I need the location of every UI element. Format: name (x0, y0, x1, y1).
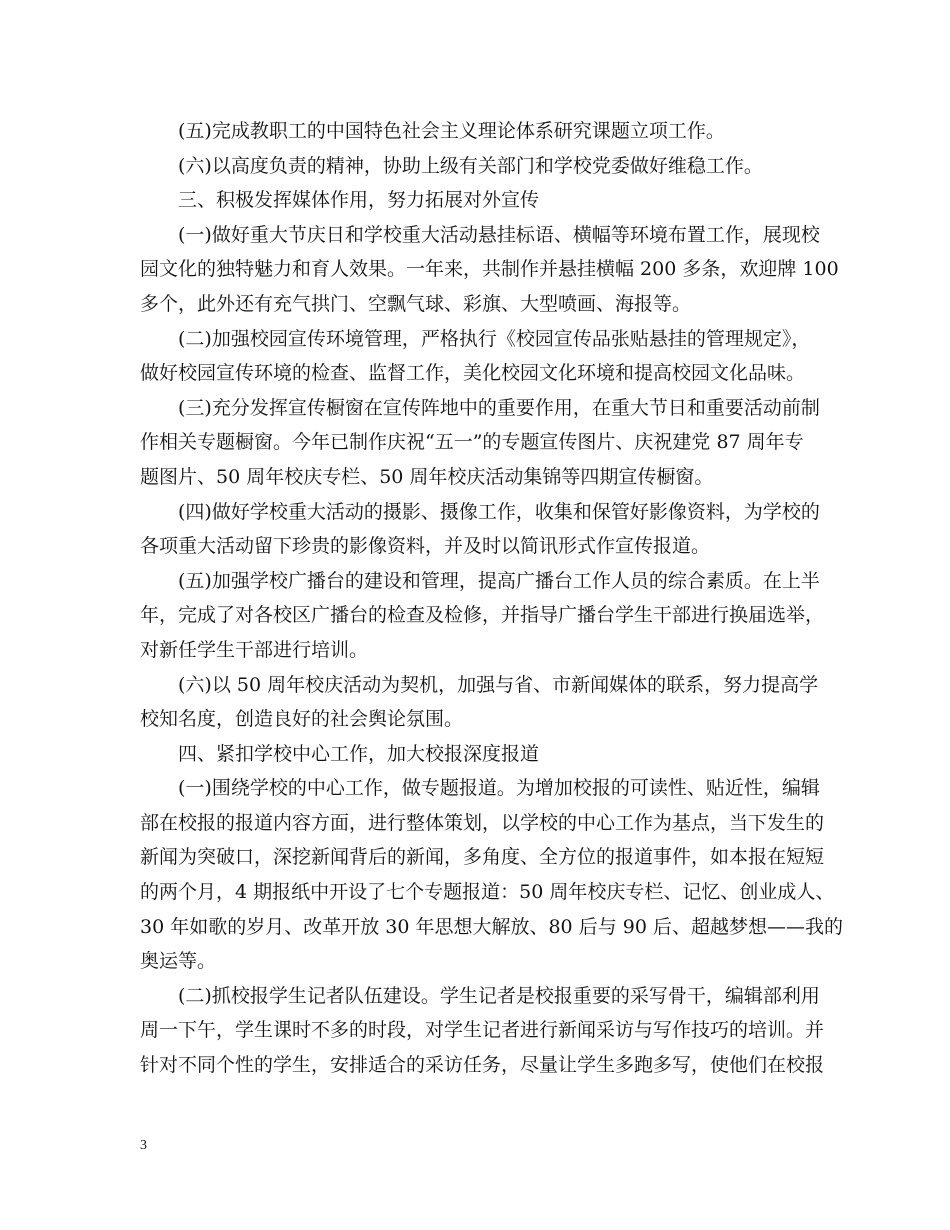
text-line: (六)以 50 周年校庆活动为契机，加强与省、市新闻媒体的联系，努力提高学 (178, 673, 819, 696)
text-line: 四、紧扣学校中心工作，加大校报深度报道 (178, 742, 540, 765)
text-line: 新闻为突破口，深挖新闻背后的新闻，多角度、全方位的报道事件，如本报在短短 (140, 846, 825, 869)
text-line: (二)加强校园宣传环境管理，严格执行《校园宣传品张贴悬挂的管理规定》， (178, 327, 811, 350)
text-line: 对新任学生干部进行培训。 (140, 638, 369, 661)
text-line: 各项重大活动留下珍贵的影像资料，并及时以简讯形式作宣传报道。 (140, 535, 711, 558)
document-body (140, 114, 843, 1083)
text-line: (二)抓校报学生记者队伍建设。学生记者是校报重要的采写骨干，编辑部利用 (178, 984, 820, 1007)
text-line: 园文化的独特魅力和育人效果。一年来，共制作并悬挂横幅 200 多条，欢迎牌 100 (140, 258, 839, 281)
text-line: 做好校园宣传环境的检查、监督工作，美化校园文化环境和提高校园文化品味。 (140, 362, 806, 385)
text-line: (五)完成教职工的中国特色社会主义理论体系研究课题立项工作。 (178, 120, 725, 142)
text-line: (六)以高度负责的精神，协助上级有关部门和学校党委做好维稳工作。 (178, 154, 763, 177)
text-line: 针对不同个性的学生，安排适合的采访任务，尽量让学生多跑多写，使他们在校报 (140, 1054, 825, 1077)
text-line: 部在校报的报道内容方面，进行整体策划，以学校的中心工作为基点，当下发生的 (140, 811, 825, 834)
text-line: 周一下午，学生课时不多的时段，对学生记者进行新闻采访与写作技巧的培训。并 (140, 1019, 825, 1042)
text-line: (四)做好学校重大活动的摄影、摄像工作，收集和保管好影像资料，为学校的 (178, 500, 820, 523)
text-line: 年，完成了对各校区广播台的检查及检修，并指导广播台学生干部进行换届选举， (140, 604, 825, 627)
text-line: 多个，此外还有充气拱门、空飘气球、彩旗、大型喷画、海报等。 (140, 292, 692, 315)
page-number: 3 (140, 1138, 147, 1153)
text-line: (一)做好重大节庆日和学校重大活动悬挂标语、横幅等环境布置工作，展现校 (178, 223, 820, 246)
text-line: 题图片、50 周年校庆专栏、50 周年校庆活动集锦等四期宣传橱窗。 (140, 465, 714, 488)
text-line: 三、积极发挥媒体作用，努力拓展对外宣传 (178, 189, 540, 212)
text-line: (五)加强学校广播台的建设和管理，提高广播台工作人员的综合素质。在上半 (178, 569, 820, 592)
text-line: 校知名度，创造良好的社会舆论氛围。 (140, 708, 464, 731)
text-line: (一)围绕学校的中心工作，做专题报道。为增加校报的可读性、贴近性，编辑 (178, 777, 820, 800)
text-line: 作相关专题橱窗。今年已制作庆祝“五一”的专题宣传图片、庆祝建党 87 周年专 (140, 431, 804, 454)
text-line: 的两个月，4 期报纸中开设了七个专题报道：50 周年校庆专栏、记忆、创业成人、 (140, 881, 835, 904)
text-line: 30 年如歌的岁月、改革开放 30 年思想大解放、80 后与 90 后、超越梦想——我的 (140, 915, 843, 938)
text-line: (三)充分发挥宣传橱窗在宣传阵地中的重要作用，在重大节日和重要活动前制 (178, 396, 820, 419)
text-line: 奥运等。 (140, 950, 217, 973)
